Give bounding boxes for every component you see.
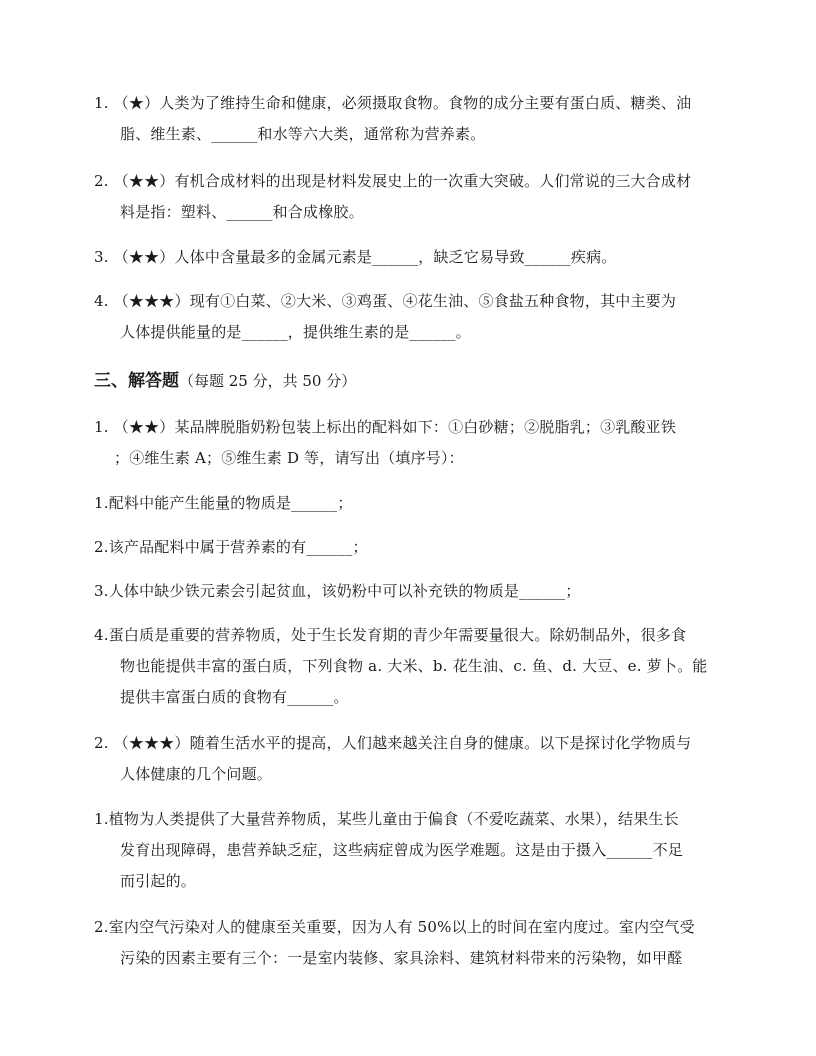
section-heading [94, 366, 356, 391]
fill-question-3 [94, 242, 746, 273]
fill-question-4 [94, 286, 746, 348]
fill-question-1 [94, 88, 746, 150]
fill-question-2 [94, 166, 746, 228]
answer-question-1 [94, 412, 746, 474]
sub-question-1-4-line-3: 提供丰富蛋白质的食物有______。 [120, 688, 349, 706]
sub-question-1-4 [94, 620, 746, 713]
sub-question-1-1 [94, 488, 746, 519]
answer-question-1-line-1: 1. （★★）某品牌脱脂奶粉包装上标出的配料如下：①白砂糖；②脱脂乳；③乳酸亚铁 [94, 418, 677, 436]
sub-question-2-2-line-2: 污染的因素主要有三个：一是室内装修、家具涂料、建筑材料带来的污染物，如甲醛 [120, 949, 683, 967]
sub-question-2-1-line-1: 1.植物为人类提供了大量营养物质，某些儿童由于偏食（不爱吃蔬菜、水果），结果生长 [94, 810, 679, 828]
answer-question-1-line-2: ；④维生素 A；⑤维生素 D 等，请写出（填序号）： [114, 449, 464, 467]
sub-question-1-3-text: 3.人体中缺少铁元素会引起贫血，该奶粉中可以补充铁的物质是______； [94, 582, 581, 600]
section-score-note: （每题 25 分，共 50 分） [179, 372, 357, 390]
fill-question-3-line-1: 3. （★★）人体中含量最多的金属元素是______，缺乏它易导致______疾病。 [94, 248, 617, 266]
sub-question-1-2-text: 2.该产品配料中属于营养素的有______； [94, 538, 368, 556]
sub-question-1-2 [94, 532, 746, 563]
section-title: 三、解答题 [94, 371, 179, 391]
answer-question-2-line-1: 2. （★★★）随着生活水平的提高，人们越来越关注自身的健康。以下是探讨化学物质与 [94, 734, 692, 752]
sub-question-2-1-line-3: 而引起的。 [120, 872, 197, 890]
sub-question-1-1-text: 1.配料中能产生能量的物质是______； [94, 494, 353, 512]
sub-question-1-4-line-1: 4.蛋白质是重要的营养物质，处于生长发育期的青少年需要量很大。除奶制品外，很多食 [94, 626, 687, 644]
answer-question-2 [94, 728, 746, 790]
fill-question-4-line-1: 4. （★★★）现有①白菜、②大米、③鸡蛋、④花生油、⑤食盐五种食物，其中主要为 [94, 292, 677, 310]
sub-question-2-1-line-2: 发育出现障碍，患营养缺乏症，这些病症曾成为医学难题。这是由于摄入______不足 [120, 841, 684, 859]
sub-question-2-1 [94, 804, 746, 897]
sub-question-2-2-line-1: 2.室内空气污染对人的健康至关重要，因为人有 50%以上的时间在室内度过。室内空气受 [94, 918, 695, 936]
sub-question-1-3 [94, 576, 746, 607]
sub-question-1-4-line-2: 物也能提供丰富的蛋白质，下列食物 a. 大米、b. 花生油、c. 鱼、d. 大豆、e. 萝卜。能 [120, 657, 708, 675]
fill-question-1-line-1: 1. （★）人类为了维持生命和健康，必须摄取食物。食物的成分主要有蛋白质、糖类、油 [94, 94, 692, 112]
sub-question-2-2 [94, 912, 746, 974]
answer-question-2-line-2: 人体健康的几个问题。 [120, 765, 273, 783]
fill-question-2-line-1: 2. （★★）有机合成材料的出现是材料发展史上的一次重大突破。人们常说的三大合成材 [94, 172, 692, 190]
fill-question-1-line-2: 脂、维生素、______和水等六大类，通常称为营养素。 [120, 125, 486, 143]
fill-question-4-line-2: 人体提供能量的是______，提供维生素的是______。 [120, 323, 471, 341]
fill-question-2-line-2: 料是指：塑料、______和合成橡胶。 [120, 203, 364, 221]
